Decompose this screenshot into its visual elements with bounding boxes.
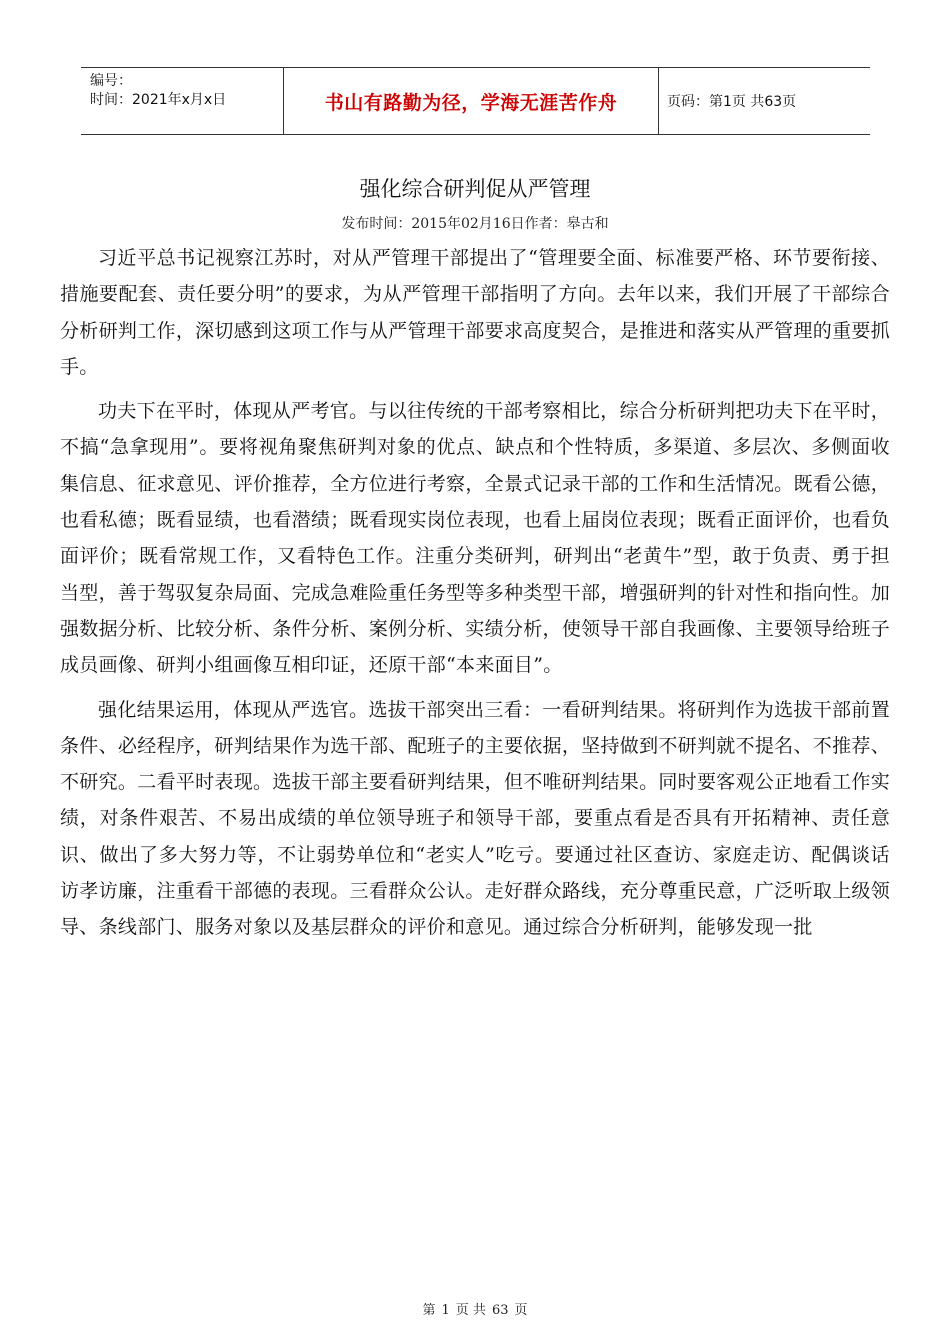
paragraph: 强化结果运用，体现从严选官。选拔干部突出三看：一看研判结果。将研判作为选拔干部前置条件、必经程序，研判结果作为选干部、配班子的主要依据，坚持做到不研判就不提名、不推荐、不研究。二看平时表现。选拔干部主要看研判结果，但不唯研判结果。同时要客观公正地看工作实绩，对条件艰苦、不易出成绩的单位领导班子和领导干部，要重点看是否具有开拓精神、责任意识、做出了多大努力等，不让弱势单位和“老实人”吃亏。要通过社区查访、家庭走访、配偶谈话访孝访廉，注重看干部德的表现。三看群众公认。走好群众路线，充分尊重民意，广泛听取上级领导、条线部门、服务对象以及基层群众的评价和意见。通过综合分析研判，能够发现一批 [60,698,890,939]
paragraph: 功夫下在平时，体现从严考官。与以往传统的干部考察相比，综合分析研判把功夫下在平时，不搞“急拿现用”。要将视角聚焦研判对象的优点、缺点和个性特质，多渠道、多层次、多侧面收集信息、征求意见、评价推荐，全方位进行考察，全景式记录干部的工作和生活情况。既看公德，也看私德；既看显绩，也看潜绩；既看现实岗位表现，也看上届岗位表现；既看正面评价，也看负面评价；既看常规工作，又看特色工作。注重分类研判，研判出“老黄牛”型，敢于负责、勇于担当型，善于驾驭复杂局面、完成急难险重任务型等多种类型干部，增强研判的针对性和指向性。加强数据分析、比较分析、条件分析、案例分析、实绩分析，使领导干部自我画像、主要领导给班子成员画像、研判小组画像互相印证，还原干部“本来面目”。 [60,400,890,677]
footer-total-pages: 63 [491,1303,509,1318]
footer-prefix: 第 [422,1303,436,1318]
header-motto: 书山有路勤为径，学海无涯苦作舟 [283,68,659,134]
header-page-info: 页码：第1页 共63页 [667,94,797,110]
footer-middle: 页 共 [455,1303,486,1318]
date-label: 时间：2021年x月x日 [90,92,227,108]
article-title: 强化综合研判促从严管理 [359,177,591,201]
footer-current-page: 1 [441,1303,450,1318]
paragraph: 习近平总书记视察江苏时，对从严管理干部提出了“管理要全面、标准要严格、环节要衔接、措施要配套、责任要分明”的要求，为从严管理干部指明了方向。去年以来，我们开展了干部综合分析研判工作，深切感到这项工作与从严管理干部要求高度契合，是推进和落实从严管理的重要抓手。 [60,247,890,378]
footer-suffix: 页 [514,1303,528,1318]
page-header [81,67,870,135]
page-footer [0,1299,950,1318]
number-label: 编号： [90,73,132,89]
article-byline: 发布时间：2015年02月16日作者：皋古和 [341,216,609,232]
article-body [60,240,890,946]
header-meta [81,68,283,134]
